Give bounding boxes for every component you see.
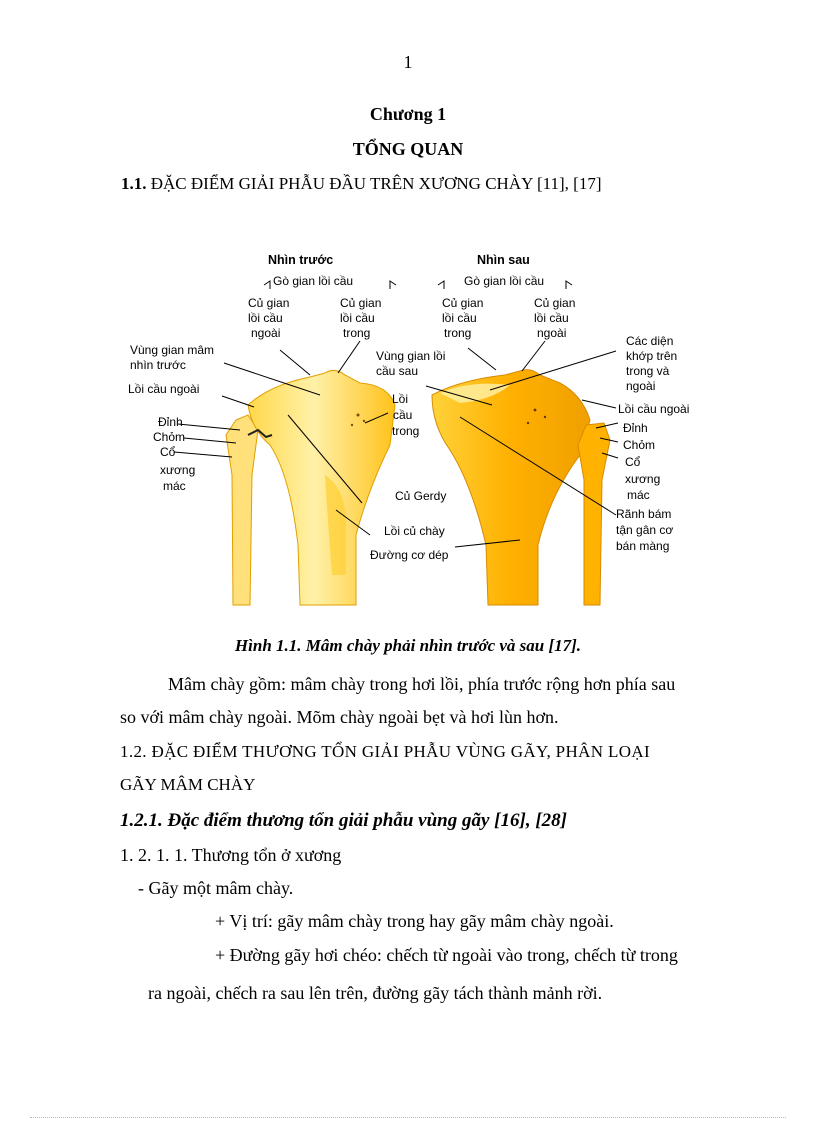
back-medial-tubercle-label-2: lồi cầu [534, 311, 569, 325]
back-fibula-label-2: mác [627, 488, 650, 502]
back-groove-label-1: Rãnh bám [616, 507, 672, 521]
back-articular-surfaces-label-2: khớp trên [626, 349, 678, 363]
back-articular-surfaces-label-3: trong và [626, 364, 670, 378]
front-soleal-line-label: Đường cơ dép [370, 548, 449, 562]
paragraph-1-line-2: so với mâm chày ngoài. Mõm chày ngoài bẹt và hơi lùn hơn. [120, 707, 559, 727]
front-gerdy-label: Củ Gerdy [395, 489, 447, 503]
front-anterior-area-label-1: Vùng gian mâm [130, 343, 215, 357]
section-1-2-heading-line-1: 1.2. ĐẶC ĐIỂM THƯƠNG TỔN GIẢI PHẪU VÙNG GÃY, PHÂN LOẠI [120, 742, 650, 761]
sub-bullet-location: + Vị trí: gãy mâm chày trong hay gãy mâm chày ngoài. [215, 911, 614, 931]
front-neck-label: Cổ [160, 445, 176, 459]
section-1-1-heading [121, 174, 602, 194]
front-lateral-condyle-label: Lồi cầu ngoài [128, 382, 200, 396]
front-medial-tubercle-label-3: trong [343, 326, 371, 340]
front-fibula-label-2: mác [163, 479, 186, 493]
bullet-single-plateau-fracture: - Gãy một mâm chày. [138, 878, 294, 898]
front-medial-tubercle-label-1: Củ gian [340, 296, 382, 310]
front-medial-condyle-label-3: trong [392, 424, 420, 438]
back-posterior-area-label-2: cầu sau [376, 364, 419, 378]
back-groove-label-2: tận gân cơ [616, 523, 674, 537]
page-number: 1 [403, 52, 413, 72]
back-head-label: Chỏm [623, 438, 656, 452]
front-view-title: Nhìn trước [268, 253, 334, 267]
back-view-illustration [432, 370, 610, 605]
chapter-title: TỔNG QUAN [352, 139, 464, 159]
back-medial-tubercle-label-3: ngoài [537, 326, 567, 340]
front-apex-label: Đỉnh [158, 415, 183, 429]
front-medial-condyle-label-1: Lồi [392, 392, 409, 406]
front-medial-tubercle-label-2: lồi cầu [340, 311, 375, 325]
front-fibula-label-1: xương [160, 463, 196, 477]
back-articular-surfaces-label-4: ngoài [626, 379, 656, 393]
section-1-2-1-1-heading: 1. 2. 1. 1. Thương tổn ở xương [120, 845, 342, 865]
figure-caption: Hình 1.1. Mâm chày phải nhìn trước và sau [17]. [234, 636, 582, 655]
sub-bullet-oblique-line-1: + Đường gãy hơi chéo: chếch từ ngoài vào trong, chếch từ trong [215, 945, 678, 965]
front-tibia-shape [248, 370, 395, 605]
front-lateral-tubercle-label-2: lồi cầu [248, 311, 283, 325]
chapter-number: Chương 1 [369, 104, 447, 124]
front-tuberosity-label: Lồi củ chày [384, 524, 445, 538]
footer-rule [30, 1117, 786, 1118]
front-medial-condyle-label-2: cầu [393, 408, 413, 422]
sub-bullet-oblique-line-2: ra ngoài, chếch ra sau lên trên, đường gãy tách thành mảnh rời. [148, 983, 603, 1003]
tibia-anatomy-figure [120, 245, 710, 610]
section-1-1-title: ĐẶC ĐIỂM GIẢI PHẪU ĐẦU TRÊN XƯƠNG CHÀY [11], [17] [150, 174, 602, 193]
section-1-1-number: 1.1. [121, 174, 147, 193]
front-intercondylar-ridge-label: Gò gian lồi cầu [273, 274, 354, 288]
back-fibula-shape [578, 423, 610, 605]
front-anterior-area-label-2: nhìn trước [130, 358, 186, 372]
back-lateral-tubercle-label-2: lồi cầu [442, 311, 477, 325]
back-intercondylar-ridge-label: Gò gian lồi cầu [464, 274, 545, 288]
back-medial-tubercle-label-1: Củ gian [534, 296, 576, 310]
back-view-title: Nhìn sau [477, 253, 530, 267]
back-tibia-shape [432, 370, 590, 605]
section-1-2-1-heading: 1.2.1. Đặc điểm thương tổn giải phẫu vùng gãy [16], [28] [120, 810, 567, 831]
back-posterior-area-label-1: Vùng gian lồi [376, 349, 446, 363]
front-lateral-tubercle-label-1: Củ gian [248, 296, 290, 310]
front-fibula-shape [226, 415, 258, 605]
back-apex-label: Đỉnh [623, 421, 648, 435]
section-1-2-heading-line-2: GÃY MÂM CHÀY [120, 775, 256, 794]
back-groove-label-3: bán màng [616, 539, 670, 553]
paragraph-1-line-1: Mâm chày gồm: mâm chày trong hơi lồi, phía trước rộng hơn phía sau [168, 674, 676, 694]
back-lateral-tubercle-label-3: trong [444, 326, 472, 340]
front-head-label: Chỏm [153, 430, 186, 444]
back-fibula-label-1: xương [625, 472, 661, 486]
back-articular-surfaces-label-1: Các diện [626, 334, 674, 348]
front-lateral-tubercle-label-3: ngoài [251, 326, 281, 340]
back-lateral-tubercle-label-1: Củ gian [442, 296, 484, 310]
back-lateral-condyle-label: Lồi cầu ngoài [618, 402, 690, 416]
back-neck-label: Cổ [625, 455, 641, 469]
